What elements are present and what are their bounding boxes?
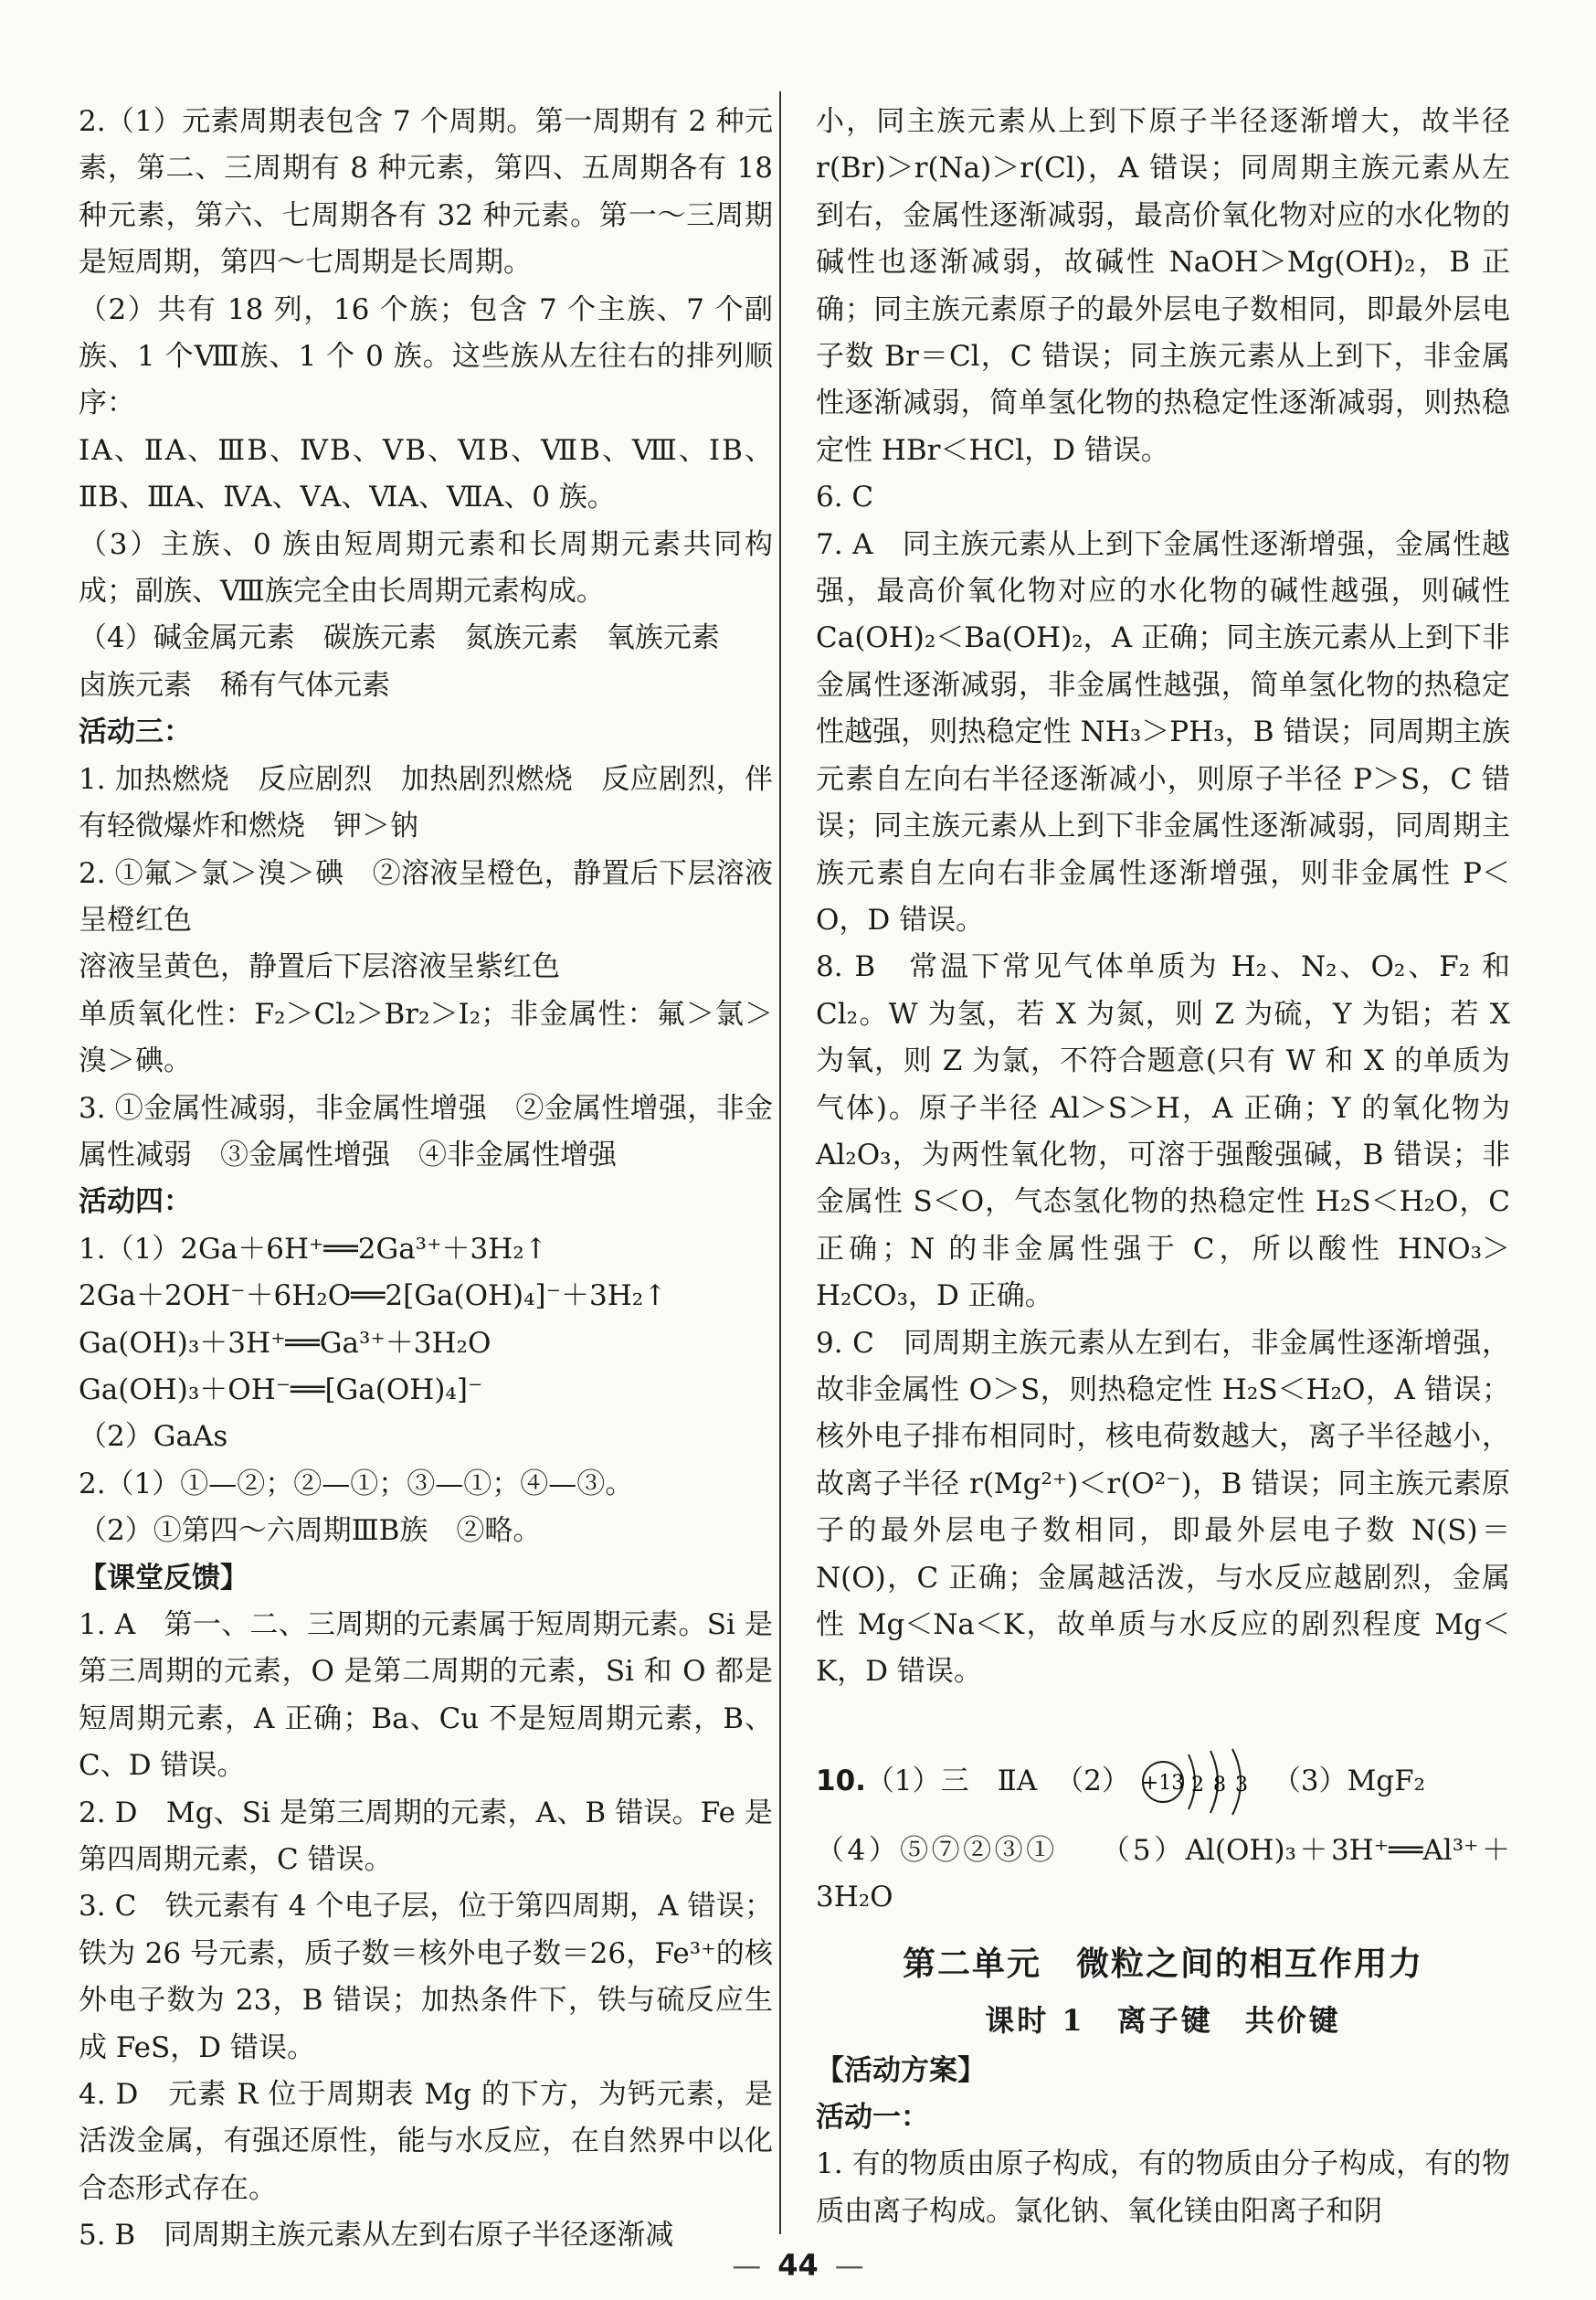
activity-1-heading: 活动一： <box>816 2101 929 2135</box>
activity-4-item-2a: 2.（1）①—②；②—①；③—①；④—③。 <box>79 1467 634 1500</box>
feedback-10-part-3: （3）MgF₂ <box>1272 1765 1426 1798</box>
activity-3-item-2c: 单质氧化性：F₂＞Cl₂＞Br₂＞I₂；非金属性：氟＞氯＞溴＞碘。 <box>79 997 773 1078</box>
page-footer: — 44 — <box>732 2248 864 2283</box>
feedback-2: 2. D Mg、Si 是第三周期的元素，A、B 错误。Fe 是第四周期元素，C 错误。 <box>79 1796 773 1877</box>
activity-3-item-3: 3. ①金属性减弱，非金属性增强 ②金属性增强，非金属性减弱 ③金属性增强 ④非金属性增强 <box>79 1091 773 1171</box>
activity-4-eq-3: Ga(OH)₃＋3H⁺══Ga³⁺＋3H₂O <box>79 1326 491 1360</box>
feedback-10-part-1: （1）三 ⅡA <box>865 1765 1038 1798</box>
shell-2-electrons: 8 <box>1212 1773 1226 1797</box>
feedback-5: 5. B 同周期主族元素从左到右原子半径逐渐减 <box>79 2219 674 2252</box>
atom-nucleus-label: +13 <box>1141 1771 1185 1795</box>
column-divider <box>779 91 781 2234</box>
answer-2-4b: 卤族元素 稀有气体元素 <box>79 668 390 702</box>
feedback-10-part-4-text: （4）⑤⑦②③① <box>816 1833 1058 1867</box>
answer-2-1: 2.（1）元素周期表包含 7 个周期。第一周期有 2 种元素，第二、三周期有 8 种元素，第四、五周期各有 18 种元素，第六、七周期各有 32 种元素。第一～三周期是短周期，第四～七周期是长周期。 <box>79 105 773 280</box>
feedback-10-part-4 <box>816 1828 1510 1922</box>
activity-3-item-2a: 2. ①氟＞氯＞溴＞碘 ②溶液呈橙色，静置后下层溶液呈橙红色 <box>79 856 773 937</box>
feedback-8: 8. B 常温下常见气体单质为 H₂、N₂、O₂、F₂ 和 Cl₂。W 为氢，若 X 为氮，则 Z 为硫，Y 为铝；若 X 为氧，则 Z 为氯，不符合题意(只有 W 和 X 的单质为气体)。原子半径 Al＞S＞H，A 正确；Y 的氧化物为 Al₂O₃，为两性氧化物，可溶于强酸强碱，B 错误；非金属性 S＜O，气态氢化物的热稳定性 H₂S＜H₂O，C 正确；N 的非金属性强于 C，所以酸性 HNO₃＞H₂CO₃，D 正确。 <box>816 950 1510 1313</box>
page-number: 44 <box>777 2248 819 2283</box>
left-column <box>79 99 773 2260</box>
feedback-10-part-2-label: （2） <box>1055 1765 1130 1798</box>
answer-2-3: （3）主族、0 族由短周期元素和长周期元素共同构成；副族、Ⅷ族完全由长周期元素构成。 <box>79 527 773 609</box>
activity-1-item-1: 1. 有的物质由原子构成，有的物质由分子构成，有的物质由离子构成。氯化钠、氧化镁由阳离子和阴 <box>816 2147 1510 2228</box>
answer-2-4a: （4）碱金属元素 碳族元素 氮族元素 氧族元素 <box>79 621 720 655</box>
activity-plan-heading: 【活动方案】 <box>816 2053 986 2087</box>
feedback-5-continued: 小，同主族元素从上到下原子半径逐渐增大，故半径 r(Br)＞r(Na)＞r(Cl)，A 错误；同周期主族元素从左到右，金属性逐渐减弱，最高价氧化物对应的水化物的碱性也逐渐减弱，故碱性 NaOH＞Mg(OH)₂，B 正确；同主族元素原子的最外层电子数相同，即最外层电子数 Br＝Cl，C 错误；同主族元素从上到下，非金属性逐渐减弱，简单氢化物的热稳定性逐渐减弱，则热稳定性 HBr＜HCl，D 错误。 <box>816 105 1510 467</box>
activity-4-eq-4: Ga(OH)₃＋OH⁻══[Ga(OH)₄]⁻ <box>79 1373 483 1406</box>
activity-4-heading: 活动四： <box>79 1185 192 1219</box>
feedback-4: 4. D 元素 R 位于周期表 Mg 的下方，为钙元素，是活泼金属，有强还原性，能与水反应，在自然界中以化合态形式存在。 <box>79 2078 773 2205</box>
activity-4-item-2b: （2）①第四～六周期ⅢB族 ②略。 <box>79 1514 542 1548</box>
feedback-10-part-5-text: （5）Al(OH)₃＋3H⁺══Al³⁺＋3H₂O <box>816 1833 1510 1914</box>
activity-4-item-1-2: （2）GaAs <box>79 1420 228 1454</box>
answer-2-2a: （2）共有 18 列，16 个族；包含 7 个主族、7 个副族、1 个Ⅷ族、1 个 0 族。这些族从左往右的排列顺序： <box>79 292 773 420</box>
activity-3-item-1: 1. 加热燃烧 反应剧烈 加热剧烈燃烧 反应剧烈，伴有轻微爆炸和燃烧 钾＞钠 <box>79 762 773 843</box>
feedback-6: 6. C <box>816 481 874 514</box>
feedback-10-number: 10. <box>816 1765 866 1798</box>
shell-3-electrons: 3 <box>1234 1773 1248 1797</box>
feedback-3: 3. C 铁元素有 4 个电子层，位于第四周期，A 错误；铁为 26 号元素，质子数＝核外电子数＝26，Fe³⁺的核外电子数为 23，B 错误；加热条件下，铁与硫反应生成 FeS，D 错误。 <box>79 1890 773 2064</box>
answer-2-2b: ⅠA、ⅡA、ⅢB、ⅣB、ⅤB、ⅥB、ⅦB、Ⅷ、ⅠB、ⅡB、ⅢA、ⅣA、ⅤA、ⅥA、ⅦA、0 族。 <box>79 433 773 514</box>
feedback-1: 1. A 第一、二、三周期的元素属于短周期元素。Si 是第三周期的元素，O 是第二周期的元素，Si 和 O 都是短周期元素，A 正确；Ba、Cu 不是短周期元素，B、C、D 错误。 <box>79 1608 773 1783</box>
classroom-feedback-heading: 【课堂反馈】 <box>79 1561 248 1595</box>
right-column <box>816 99 1510 2235</box>
feedback-10-line-1 <box>816 1736 1510 1828</box>
unit-title: 第二单元 微粒之间的相互作用力 <box>902 1944 1423 1983</box>
lesson-title: 课时 1 离子键 共价键 <box>985 2002 1341 2038</box>
activity-3-item-2b: 溶液呈黄色，静置后下层溶液呈紫红色 <box>79 950 560 984</box>
shell-1-electrons: 2 <box>1190 1773 1204 1797</box>
aluminum-atom-structure-diagram <box>1137 1745 1265 1818</box>
activity-4-eq-1: 1.（1）2Ga＋6H⁺══2Ga³⁺＋3H₂↑ <box>79 1232 548 1266</box>
activity-4-eq-2: 2Ga＋2OH⁻＋6H₂O══2[Ga(OH)₄]⁻＋3H₂↑ <box>79 1279 668 1313</box>
feedback-7: 7. A 同主族元素从上到下金属性逐渐增强，金属性越强，最高价氧化物对应的水化物的碱性越强，则碱性 Ca(OH)₂＜Ba(OH)₂，A 正确；同主族元素从上到下非金属性逐渐减弱，非金属性越强，简单氢化物的热稳定性越强，则热稳定性 NH₃＞PH₃，B 错误；同周期主族元素自左向右半径逐渐减小，则原子半径 P＞S，C 错误；同主族元素从上到下非金属性逐渐减弱，同周期主族元素自左向右非金属性逐渐增强，则非金属性 P＜O，D 错误。 <box>816 527 1510 937</box>
feedback-9: 9. C 同周期主族元素从左到右，非金属性逐渐增强，故非金属性 O＞S，则热稳定性 H₂S＜H₂O，A 错误；核外电子排布相同时，核电荷数越大，离子半径越小，故离子半径 r(Mg²⁺)＜r(O²⁻)，B 错误；同主族元素原子的最外层电子数相同，即最外层电子数 N(S)＝N(O)，C 正确；金属越活泼，与水反应越剧烈，金属性 Mg＜Na＜K，故单质与水反应的剧烈程度 Mg＜K，D 错误。 <box>816 1326 1510 1689</box>
activity-3-heading: 活动三： <box>79 715 192 749</box>
